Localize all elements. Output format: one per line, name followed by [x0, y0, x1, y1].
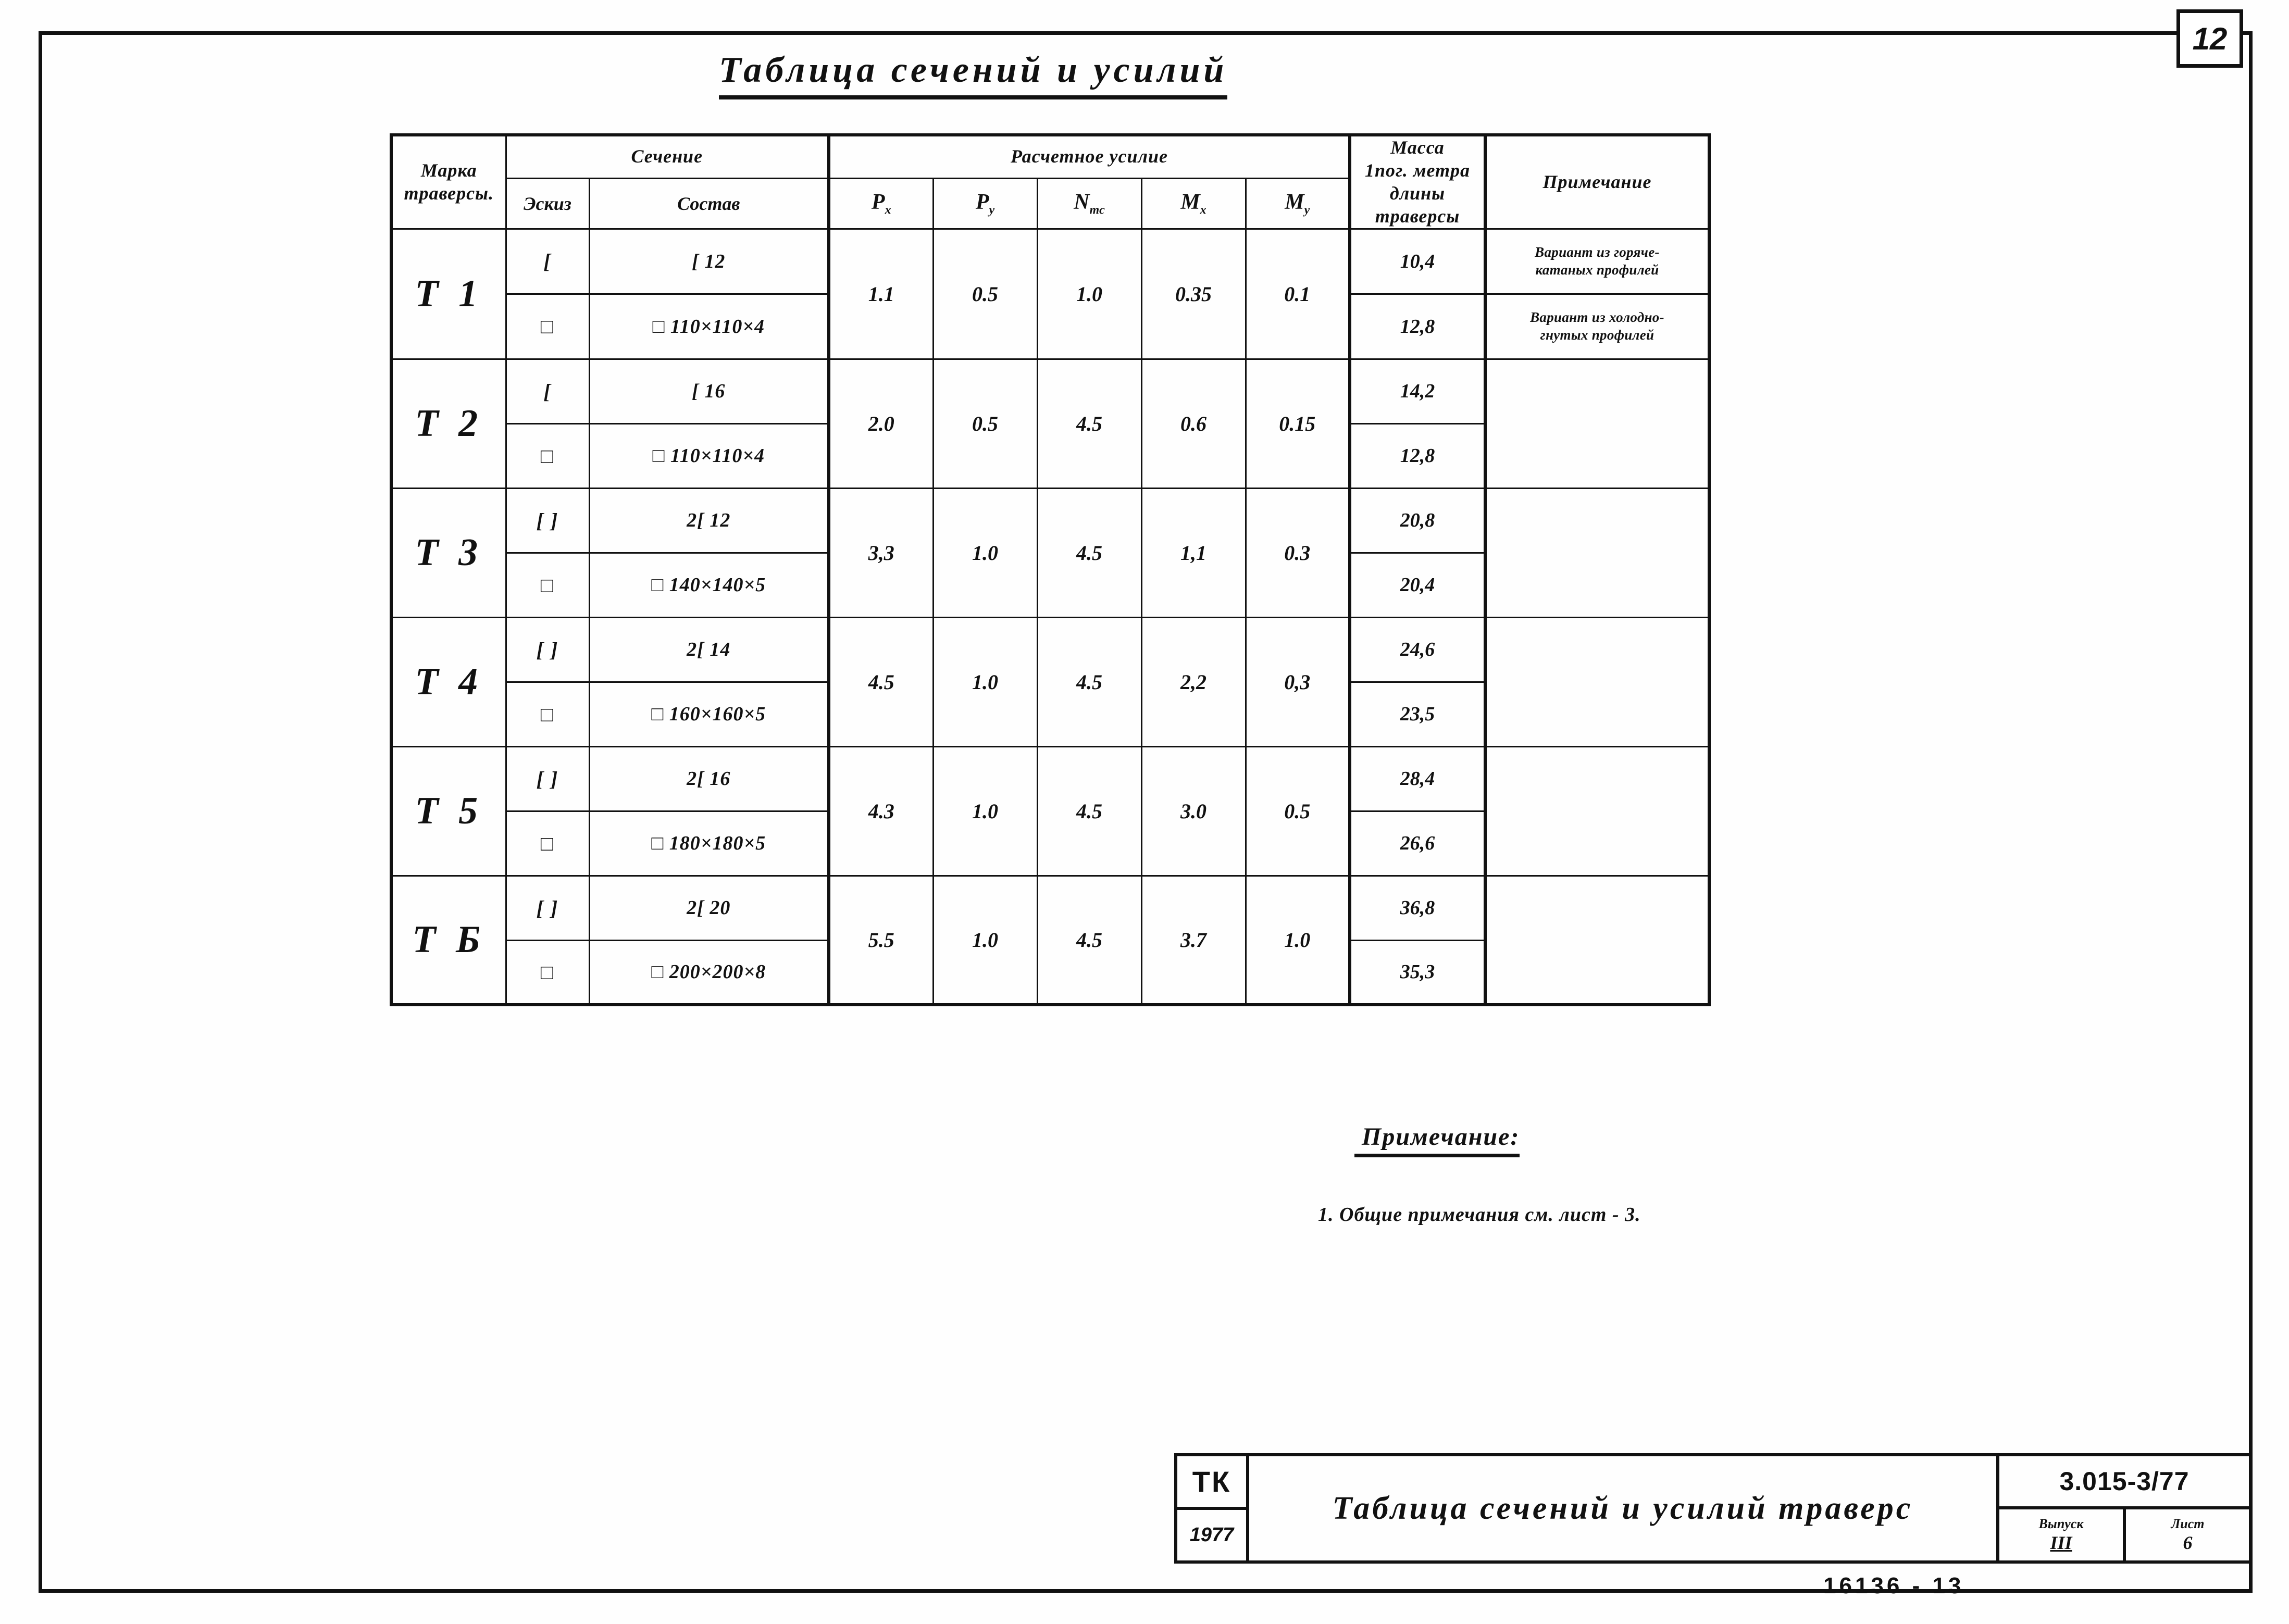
row-remark — [1485, 294, 1709, 359]
table-row — [391, 359, 1709, 423]
drawing-code: 3.015-3/77 — [1999, 1456, 2249, 1509]
page-number: 12 — [2192, 21, 2228, 56]
row-px: 2.0 — [829, 359, 933, 488]
row-remark — [1485, 746, 1709, 876]
table-header-row-1 — [391, 135, 1709, 178]
row-my: 0.15 — [1246, 359, 1350, 488]
row-composition: 2[ 14 — [589, 617, 829, 682]
page-title: Таблица сечений и усилий — [719, 50, 1228, 90]
row-mark: Т 2 — [391, 359, 506, 488]
page-number-box — [2176, 9, 2243, 68]
row-py: 0.5 — [933, 229, 1037, 359]
header-mass-line4: траверсы — [1375, 205, 1460, 227]
header-px-subscript: x — [885, 203, 891, 217]
row-mass: 20,8 — [1350, 488, 1485, 553]
row-composition: 2[ 16 — [589, 746, 829, 811]
row-composition: [ 12 — [589, 229, 829, 294]
header-mark — [391, 135, 506, 229]
row-composition: □ 110×110×4 — [589, 294, 829, 359]
row-mass: 14,2 — [1350, 359, 1485, 423]
row-mx: 0.6 — [1141, 359, 1246, 488]
row-mass: 12,8 — [1350, 423, 1485, 488]
table-row — [391, 746, 1709, 811]
row-my: 0.5 — [1246, 746, 1350, 876]
header-my-subscript: y — [1304, 203, 1310, 217]
table-row — [391, 617, 1709, 682]
header-sketch: Эскиз — [506, 178, 589, 229]
header-my — [1246, 178, 1350, 229]
row-mx: 3.0 — [1141, 746, 1246, 876]
sections-and-forces-table — [390, 133, 1711, 1006]
header-mass-line2: 1пог. метра — [1364, 159, 1470, 181]
row-px: 3,3 — [829, 488, 933, 617]
row-sketch: [ — [506, 229, 589, 294]
row-py: 0.5 — [933, 359, 1037, 488]
row-mass: 28,4 — [1350, 746, 1485, 811]
header-mass — [1350, 135, 1485, 229]
header-composition: Состав — [589, 178, 829, 229]
row-mass: 35,3 — [1350, 940, 1485, 1005]
row-remark-line2: гнутых профилей — [1540, 327, 1654, 343]
row-sketch: □ — [506, 811, 589, 876]
row-mass: 10,4 — [1350, 229, 1485, 294]
row-mark: Т 3 — [391, 488, 506, 617]
header-mx — [1141, 178, 1246, 229]
row-composition: □ 110×110×4 — [589, 423, 829, 488]
note-item-1: 1. Общие примечания см. лист - 3. — [1318, 1204, 1641, 1226]
row-px: 4.5 — [829, 617, 933, 746]
header-mark-line2: траверсы. — [404, 182, 494, 204]
row-remark — [1485, 876, 1709, 1005]
header-mark-line1: Марка — [420, 159, 477, 181]
row-py: 1.0 — [933, 617, 1037, 746]
header-n-subscript: тс — [1089, 203, 1105, 217]
table-row — [391, 488, 1709, 553]
row-mx: 2,2 — [1141, 617, 1246, 746]
row-mx: 3.7 — [1141, 876, 1246, 1005]
row-mass: 23,5 — [1350, 682, 1485, 746]
row-mass: 26,6 — [1350, 811, 1485, 876]
row-mass: 36,8 — [1350, 876, 1485, 940]
row-sketch: [ ] — [506, 617, 589, 682]
row-composition: □ 140×140×5 — [589, 553, 829, 617]
header-px — [829, 178, 933, 229]
row-composition: □ 180×180×5 — [589, 811, 829, 876]
header-py-symbol: Р — [975, 190, 989, 214]
row-remark — [1485, 359, 1709, 488]
row-remark — [1485, 229, 1709, 294]
row-my: 1.0 — [1246, 876, 1350, 1005]
note-heading: Примечание: — [1362, 1123, 1520, 1151]
row-mass: 12,8 — [1350, 294, 1485, 359]
row-mark: Т Б — [391, 876, 506, 1005]
header-remark: Примечание — [1485, 135, 1709, 229]
issue-label: Выпуск — [2038, 1516, 2084, 1531]
row-mx: 0.35 — [1141, 229, 1246, 359]
issue-value: III — [2050, 1532, 2072, 1553]
row-n: 1.0 — [1037, 229, 1141, 359]
header-mx-symbol: M — [1180, 190, 1200, 214]
stamp-year: 1977 — [1189, 1524, 1234, 1546]
header-px-symbol: Р — [871, 190, 885, 214]
header-my-symbol: M — [1285, 190, 1304, 214]
sheet-label: Лист — [2171, 1516, 2205, 1531]
row-n: 4.5 — [1037, 876, 1141, 1005]
row-remark-line2: катаных профилей — [1535, 261, 1659, 278]
row-remark-line1: Вариант из горяче- — [1535, 244, 1660, 260]
sheet-cell — [2126, 1509, 2249, 1560]
row-sketch: [ ] — [506, 488, 589, 553]
row-n: 4.5 — [1037, 746, 1141, 876]
header-mx-subscript: x — [1200, 203, 1206, 217]
row-sketch: □ — [506, 553, 589, 617]
row-sketch: □ — [506, 423, 589, 488]
row-composition: [ 16 — [589, 359, 829, 423]
header-section: Сечение — [506, 135, 829, 178]
row-remark — [1485, 488, 1709, 617]
row-sketch: □ — [506, 294, 589, 359]
row-py: 1.0 — [933, 876, 1037, 1005]
title-block-stamp — [1177, 1456, 1249, 1560]
row-mark: Т 1 — [391, 229, 506, 359]
row-composition: 2[ 20 — [589, 876, 829, 940]
title-block — [1174, 1453, 2253, 1564]
row-py: 1.0 — [933, 488, 1037, 617]
row-px: 1.1 — [829, 229, 933, 359]
row-sketch: [ — [506, 359, 589, 423]
row-my: 0.1 — [1246, 229, 1350, 359]
table-row — [391, 876, 1709, 940]
row-sketch: [ ] — [506, 746, 589, 811]
title-block-code — [1999, 1456, 2249, 1560]
row-composition: □ 160×160×5 — [589, 682, 829, 746]
row-py: 1.0 — [933, 746, 1037, 876]
header-py-subscript: y — [989, 203, 995, 217]
header-py — [933, 178, 1037, 229]
header-n-symbol: N — [1074, 190, 1090, 214]
row-mass: 20,4 — [1350, 553, 1485, 617]
row-my: 0,3 — [1246, 617, 1350, 746]
row-remark-line1: Вариант из холодно- — [1530, 309, 1664, 325]
title-block-code-sub — [1999, 1509, 2249, 1560]
row-sketch: [ ] — [506, 876, 589, 940]
row-sketch: □ — [506, 682, 589, 746]
row-mass: 24,6 — [1350, 617, 1485, 682]
row-remark — [1485, 617, 1709, 746]
header-mass-line1: Масса — [1390, 137, 1445, 158]
row-mark: Т 5 — [391, 746, 506, 876]
header-design-force: Расчетное усилие — [829, 135, 1350, 178]
drawing-name: Таблица сечений и усилий траверс — [1249, 1456, 1999, 1560]
row-px: 5.5 — [829, 876, 933, 1005]
row-my: 0.3 — [1246, 488, 1350, 617]
row-mx: 1,1 — [1141, 488, 1246, 617]
row-composition: 2[ 12 — [589, 488, 829, 553]
row-composition: □ 200×200×8 — [589, 940, 829, 1005]
row-n: 4.5 — [1037, 617, 1141, 746]
issue-cell — [1999, 1509, 2126, 1560]
header-n — [1037, 178, 1141, 229]
sheet-value: 6 — [2183, 1532, 2193, 1553]
row-n: 4.5 — [1037, 488, 1141, 617]
row-mark: Т 4 — [391, 617, 506, 746]
table-row — [391, 229, 1709, 294]
stamp-code: ТК — [1177, 1456, 1246, 1510]
row-px: 4.3 — [829, 746, 933, 876]
header-mass-line3: длины — [1389, 182, 1446, 204]
row-n: 4.5 — [1037, 359, 1141, 488]
archive-number: 16136 - 13 — [1823, 1573, 1964, 1598]
row-sketch: □ — [506, 940, 589, 1005]
